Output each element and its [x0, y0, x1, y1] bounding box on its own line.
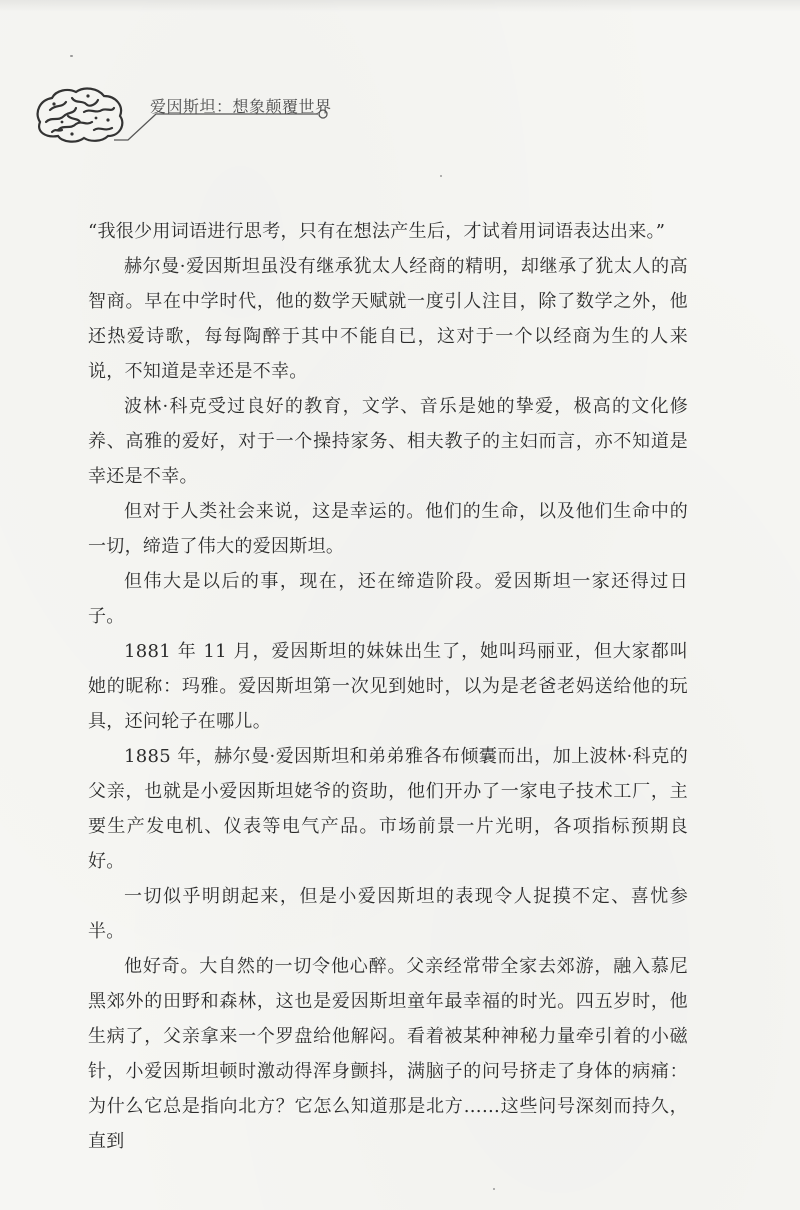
scan-speck — [70, 55, 73, 57]
brain-icon — [28, 82, 128, 146]
paragraph: 一切似乎明朗起来，但是小爱因斯坦的表现令人捉摸不定、喜忧参半。 — [88, 886, 688, 942]
paragraph: 但对于人类社会来说，这是幸运的。他们的生命，以及他们生命中的一切，缔造了伟大的爱因斯坦。 — [88, 501, 688, 557]
paragraph: 波林·科克受过良好的教育，文学、音乐是她的挚爱，极高的文化修养、高雅的爱好，对于一个操持家务、相夫教子的主妇而言，亦不知道是幸还是不幸。 — [88, 396, 688, 487]
page-top-shadow — [0, 0, 800, 12]
paragraph: 但伟大是以后的事，现在，还在缔造阶段。爱因斯坦一家还得过日子。 — [88, 571, 688, 627]
running-header — [28, 82, 348, 152]
paragraph: 赫尔曼·爱因斯坦虽没有继承犹太人经商的精明，却继承了犹太人的高智商。早在中学时代，他的数学天赋就一度引人注目，除了数学之外，他还热爱诗歌，每每陶醉于其中不能自已，这对于一个以经商为生的人来说，不知道是幸还是不幸。 — [88, 256, 688, 382]
book-title-header: 爱因斯坦：想象颠覆世界 — [150, 97, 332, 116]
paragraph: 1881 年 11 月，爱因斯坦的妹妹出生了，她叫玛丽亚，但大家都叫她的昵称：玛雅。爱因斯坦第一次见到她时，以为是老爸老妈送给他的玩具，还问轮子在哪儿。 — [88, 641, 688, 732]
body-text — [88, 214, 688, 1159]
paragraph-quote: “我很少用词语进行思考，只有在想法产生后，才试着用词语表达出来。” — [88, 221, 666, 242]
paragraph: 1885 年，赫尔曼·爱因斯坦和弟弟雅各布倾囊而出，加上波林·科克的父亲，也就是小爱因斯坦姥爷的资助，他们开办了一家电子技术工厂，主要生产发电机、仪表等电气产品。市场前景一片光明，各项指标预期良好。 — [88, 746, 688, 872]
scan-speck — [493, 1188, 495, 1190]
paragraph: 他好奇。大自然的一切令他心醉。父亲经常带全家去郊游，融入慕尼黑郊外的田野和森林，这也是爱因斯坦童年最幸福的时光。四五岁时，他生病了，父亲拿来一个罗盘给他解闷。看着被某种神秘力量牵引着的小磁针，小爱因斯坦顿时激动得浑身颤抖，满脑子的问号挤走了身体的病痛：为什么它总是指向北方？它怎么知道那是北方……这些问号深刻而持久，直到 — [88, 956, 688, 1152]
scan-speck — [440, 175, 442, 177]
